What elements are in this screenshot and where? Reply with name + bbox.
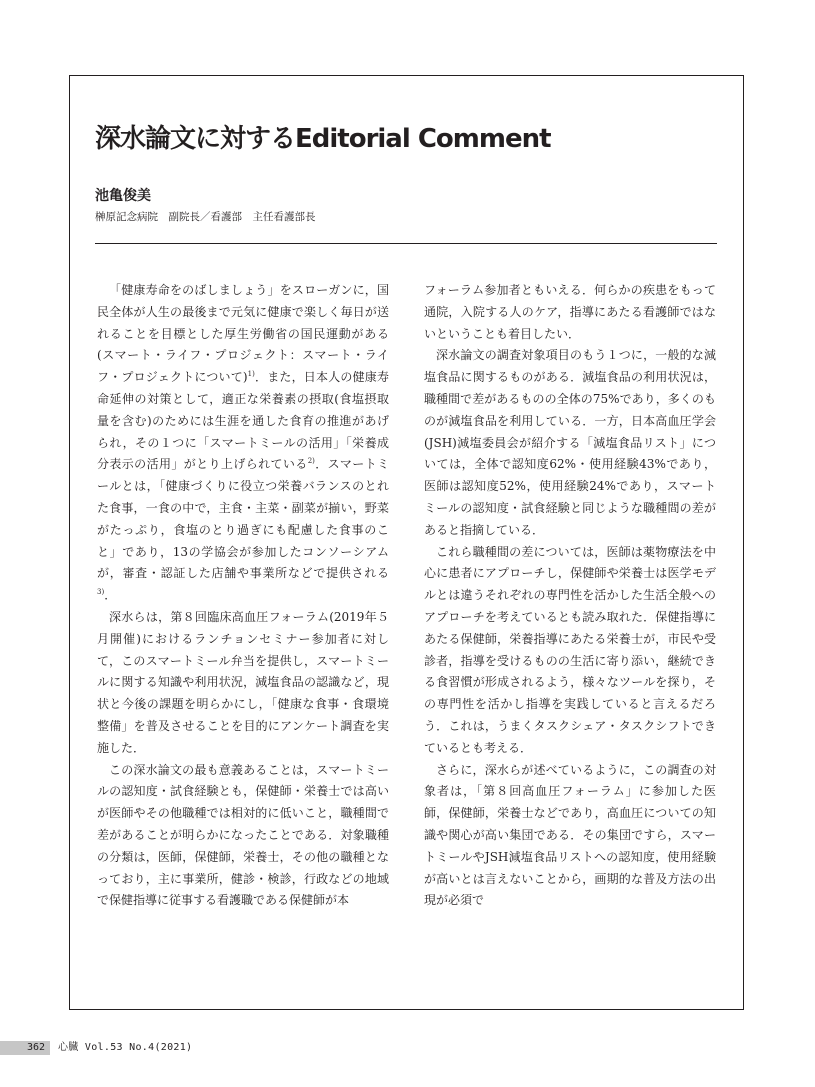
- reference-marker: 1): [247, 370, 255, 379]
- author-affiliation: 榊原記念病院 副院長／看護部 主任看護部長: [95, 211, 316, 223]
- paragraph-text: ．: [104, 588, 117, 603]
- paragraph-text: ．スマートミールとは，「健康づくりに役立つ栄養バランスのとれた食事，一食の中で，主食・主菜・副菜が揃い，野菜がたっぷり，食塩のとり過ぎにも配慮した食事のこと」であり，13の学協会が参加したコンソーシアムが，審査・認証した店舗や事業所などで提供される: [97, 457, 389, 581]
- page-footer: [0, 1041, 215, 1055]
- journal-citation: 心臓 Vol.53 No.4(2021): [58, 1042, 193, 1053]
- paragraph-text: ．また，日本人の健康寿命延伸の対策として，適正な栄養素の摂取(食塩摂取量を含む)のためには生涯を通した食育の推進があげられ，その１つに「スマートミールの活用」「栄養成分表示の活用」がとり上げられている: [97, 370, 389, 472]
- reference-marker: 2): [307, 457, 315, 466]
- paragraph: さらに，深水らが述べているように，この調査の対象者は，「第８回高血圧フォーラム」に参加した医師，保健師，栄養士などであり，高血圧についての知識や関心が高い集団である．その集団ですら，スマートミールやJSH減塩食品リストへの認知度，使用経験が高いとは言えないことから，画期的な普及方法の出現が必須で: [424, 762, 716, 908]
- reference-marker: 3): [97, 588, 105, 597]
- paragraph: この深水論文の最も意義あることは，スマートミールの認知度・試食経験とも，保健師・栄養士では高いが医師やその他職種では相対的に低いこと，職種間で差があることが明らかになったことである．対象職種の分類は，医師，保健師，栄養士，その他の職種となっており，主に事業所，健診・検診，行政などの地域で保健指導に従事する看護職である保健師が本: [97, 762, 389, 908]
- paragraph: これら職種間の差については，医師は薬物療法を中心に患者にアプローチし，保健師や栄養士は医学モデルとは違うそれぞれの専門性を活かした生活全般へのアプローチを考えているとも読み取れた．保健指導にあたる保健師，栄養指導にあたる栄養士が，市民や受診者，指導を受けるものの生活に寄り添い，継続できる食習慣が形成されるよう，様々なツールを探り，その専門性を活かし指導を実践していると言えるだろう．これは，うまくタスクシェア・タスクシフトできているとも考える．: [424, 544, 716, 755]
- paragraph: 深水らは，第８回臨床高血圧フォーラム(2019年５月開催)におけるランチョンセミナー参加者に対して，このスマートミール弁当を提供し，スマートミールに関する知識や利用状況，減塩食品の認識など，現状と今後の課題を明らかにし，「健康な食事・食環境整備」を普及させることを目的にアンケート調査を実施した．: [97, 609, 389, 755]
- page-number: 362: [0, 1041, 50, 1055]
- article-title: 深水論文に対するEditorial Comment: [95, 124, 551, 154]
- paragraph: フォーラム参加者ともいえる．何らかの疾患をもって通院，入院する人のケア，指導にあたる看護師ではないということも着目したい．: [424, 283, 716, 341]
- author-name: 池亀俊美: [95, 188, 151, 204]
- paragraph: [97, 280, 389, 607]
- body-column-right: [424, 280, 716, 912]
- body-column-left: [97, 280, 389, 912]
- paragraph-text: 「健康寿命をのばしましょう」をスローガンに，国民全体が人生の最後まで元気に健康で楽しく毎日が送れることを目標とした厚生労働省の国民運動がある(スマート・ライフ・プロジェクト：スマート・ライフ・プロジェクトについて): [97, 283, 389, 385]
- paragraph: 深水論文の調査対象項目のもう１つに，一般的な減塩食品に関するものがある．減塩食品の利用状況は，職種間で差があるものの全体の75%であり，多くのものが減塩食品を利用している．一方，日本高血圧学会(JSH)減塩委員会が紹介する「減塩食品リスト」については，全体で認知度62%・使用経験43%であり，医師は認知度52%，使用経験24%であり，スマートミールの認知度・試食経験と同じような職種間の差があると指摘している．: [424, 348, 716, 537]
- header-divider: [95, 243, 717, 244]
